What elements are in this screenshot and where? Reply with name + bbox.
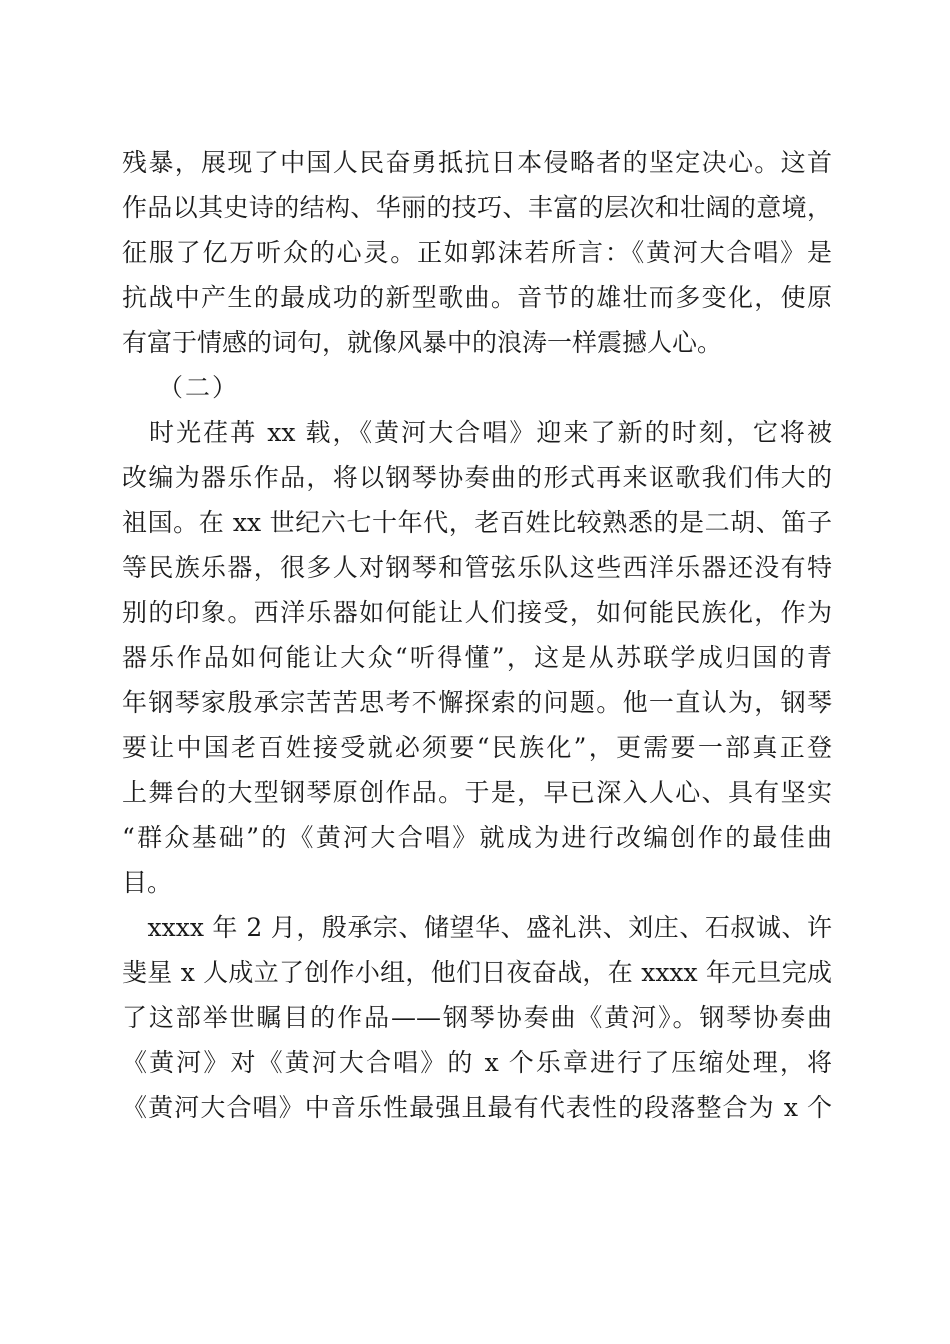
paragraph-line: 《黄河大合唱》中音乐性最强且最有代表性的段落整合为 x 个 bbox=[122, 1093, 832, 1122]
paragraph-line: 改编为器乐作品，将以钢琴协奏曲的形式再来讴歌我们伟大的 bbox=[122, 463, 832, 492]
section-heading: （二） bbox=[158, 373, 240, 402]
paragraph-line: 等民族乐器，很多人对钢琴和管弦乐队这些西洋乐器还没有特 bbox=[122, 553, 832, 582]
paragraph-3 bbox=[122, 905, 832, 1130]
paragraph-line: 《黄河》对《黄河大合唱》的 x 个乐章进行了压缩处理，将 bbox=[122, 1048, 832, 1077]
paragraph-line: 征服了亿万听众的心灵。正如郭沫若所言：《黄河大合唱》是 bbox=[122, 238, 832, 267]
paragraph-line: 残暴，展现了中国人民奋勇抵抗日本侵略者的坚定决心。这首 bbox=[122, 148, 832, 177]
paragraph-line: 祖国。在 xx 世纪六七十年代，老百姓比较熟悉的是二胡、笛子 bbox=[122, 508, 832, 537]
paragraph-line: 有富于情感的词句，就像风暴中的浪涛一样震撼人心。 bbox=[122, 328, 723, 357]
paragraph-line: 要让中国老百姓接受就必须要“民族化”，更需要一部真正登 bbox=[122, 733, 832, 762]
paragraph-2 bbox=[122, 410, 832, 905]
paragraph-line: 器乐作品如何能让大众“听得懂”，这是从苏联学成归国的青 bbox=[122, 643, 832, 672]
paragraph-line: 抗战中产生的最成功的新型歌曲。音节的雄壮而多变化，使原 bbox=[122, 283, 832, 312]
document-body bbox=[122, 140, 832, 1130]
paragraph-line: 斐星 x 人成立了创作小组，他们日夜奋战，在 xxxx 年元旦完成 bbox=[122, 958, 832, 987]
paragraph-line: xxxx 年 2 月，殷承宗、储望华、盛礼洪、刘庄、石叔诚、许 bbox=[122, 913, 832, 942]
paragraph-line: 目。 bbox=[122, 868, 173, 897]
paragraph-line: 作品以其史诗的结构、华丽的技巧、丰富的层次和壮阔的意境， bbox=[122, 193, 832, 222]
paragraph-line: “群众基础”的《黄河大合唱》就成为进行改编创作的最佳曲 bbox=[122, 823, 832, 852]
paragraph-line: 了这部举世瞩目的作品——钢琴协奏曲《黄河》。钢琴协奏曲 bbox=[122, 1003, 832, 1032]
paragraph-line: 时光荏苒 xx 载，《黄河大合唱》迎来了新的时刻，它将被 bbox=[122, 418, 832, 447]
paragraph-1 bbox=[122, 140, 832, 365]
paragraph-line: 别的印象。西洋乐器如何能让人们接受，如何能民族化，作为 bbox=[122, 598, 832, 627]
paragraph-line: 年钢琴家殷承宗苦苦思考不懈探索的问题。他一直认为，钢琴 bbox=[122, 688, 832, 717]
paragraph-line: 上舞台的大型钢琴原创作品。于是，早已深入人心、具有坚实 bbox=[122, 778, 832, 807]
